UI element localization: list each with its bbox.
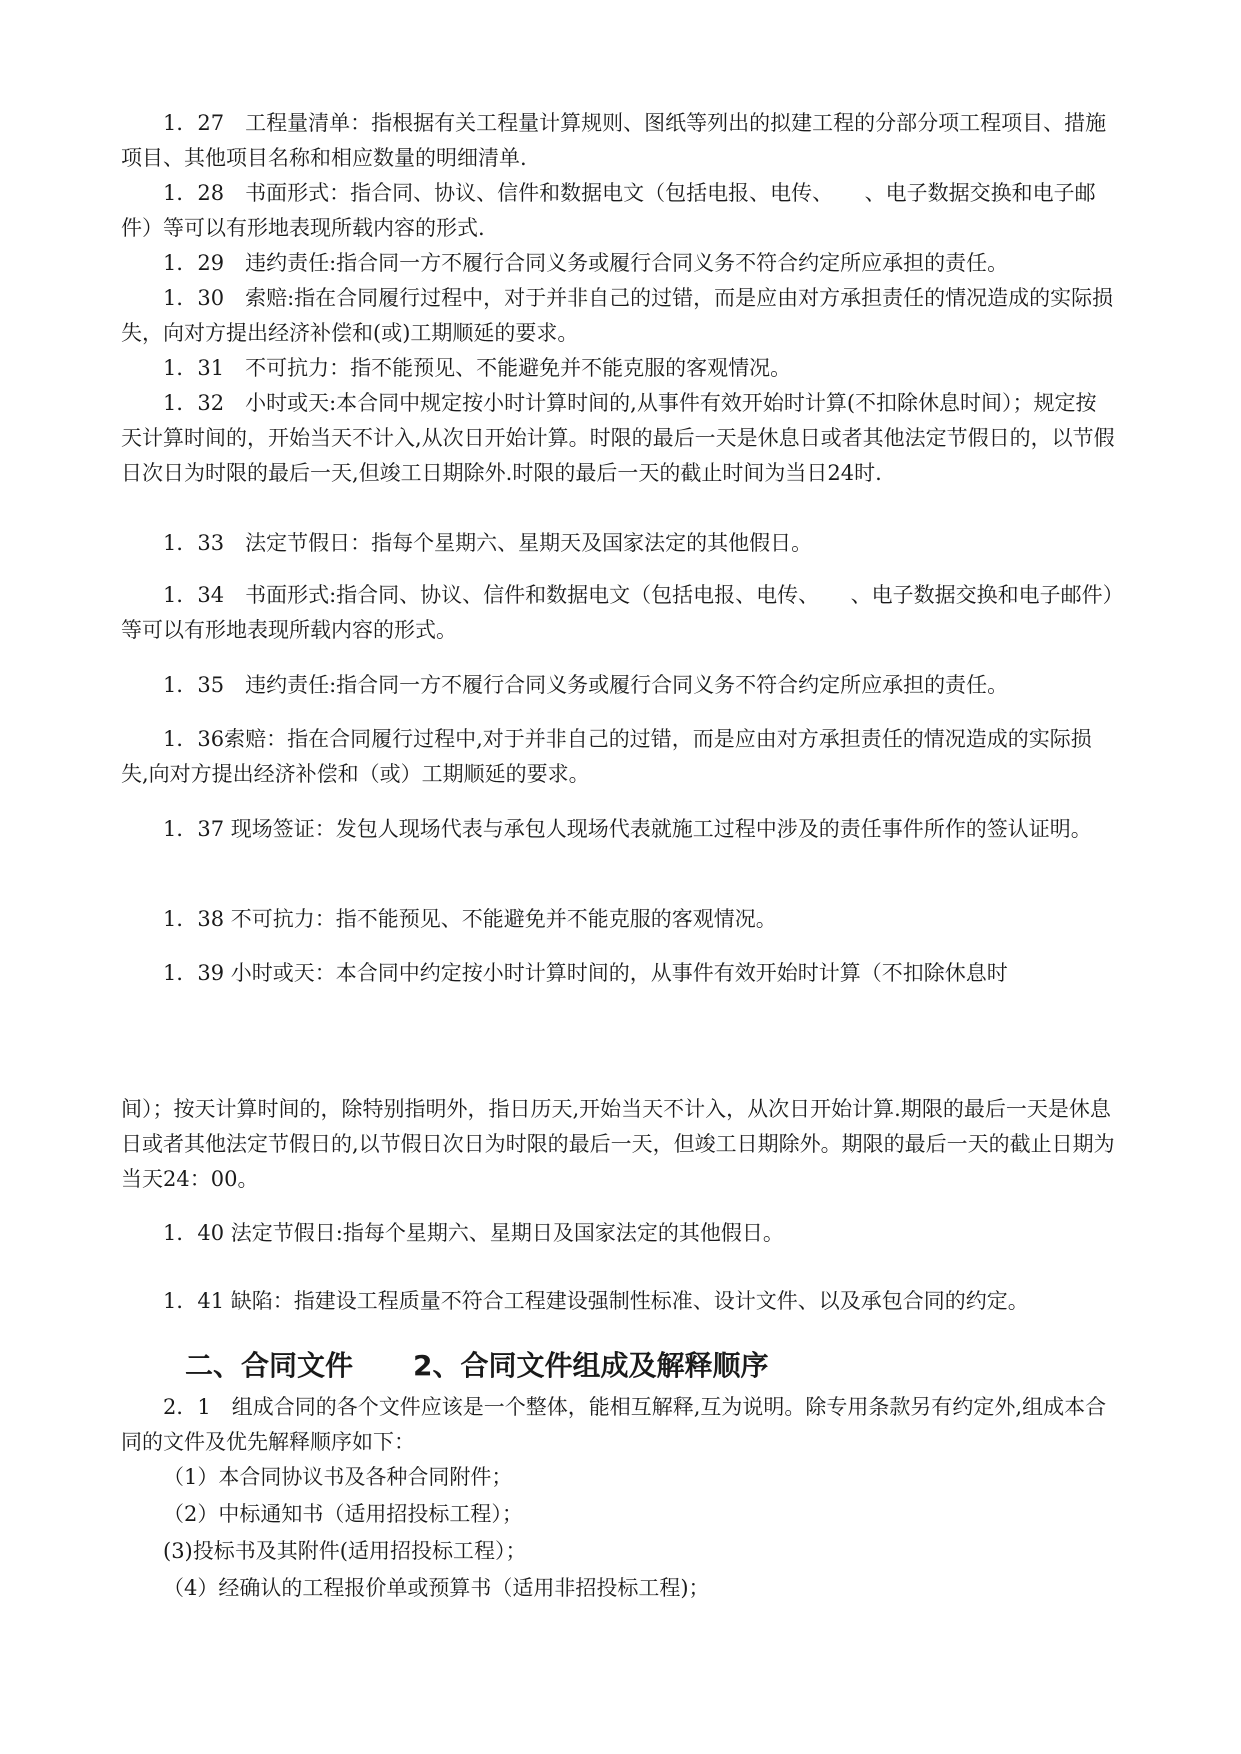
list-item: (3)投标书及其附件(适用招投标工程）； — [163, 1539, 527, 1563]
clause-2-1: 2．1 组成合同的各个文件应该是一个整体，能相互解释,互为说明。除专用条款另有约定外,组成本合同的文件及优先解释顺序如下： — [121, 1395, 1107, 1454]
section-heading-part2: 2、合同文件组成及解释顺序 — [413, 1349, 769, 1382]
section-heading-part1: 二、合同文件 — [185, 1349, 354, 1382]
clause-1-33: 1．33 法定节假日：指每个星期六、星期天及国家法定的其他假日。 — [163, 531, 813, 555]
list-item: （2）中标通知书（适用招投标工程）； — [163, 1502, 523, 1526]
clause-1-36: 1．36索赔：指在合同履行过程中,对于并非自己的过错，而是应由对方承担责任的情况造成的实际损失,向对方提出经济补偿和（或）工期顺延的要求。 — [121, 727, 1092, 786]
section-heading — [185, 1346, 769, 1386]
clause-1-41: 1．41 缺陷：指建设工程质量不符合工程建设强制性标准、设计文件、以及承包合同的约定。 — [163, 1289, 1029, 1313]
clause-1-39: 1．39 小时或天：本合同中约定按小时计算时间的，从事件有效开始时计算（不扣除休息时 — [163, 961, 1008, 985]
clause-1-31: 1．31 不可抗力：指不能预见、不能避免并不能克服的客观情况。 — [163, 356, 792, 380]
clause-1-39-continuation: 间）；按天计算时间的，除特别指明外，指日历天,开始当天不计入，从次日开始计算.期限的最后一天是休息日或者其他法定节假日的,以节假日次日为时限的最后一天，但竣工日期除外。期限的最后一天的截止日期为当天24：00。 — [121, 1097, 1115, 1191]
clause-1-29: 1．29 违约责任:指合同一方不履行合同义务或履行合同义务不符合约定所应承担的责任。 — [163, 251, 1009, 275]
clause-1-28: 1．28 书面形式：指合同、协议、信件和数据电文（包括电报、电传、 、电子数据交换和电子邮件）等可以有形地表现所载内容的形式. — [121, 181, 1096, 240]
clause-1-37: 1．37 现场签证：发包人现场代表与承包人现场代表就施工过程中涉及的责任事件所作的签认证明。 — [163, 817, 1092, 841]
clause-1-30: 1．30 索赔:指在合同履行过程中，对于并非自己的过错，而是应由对方承担责任的情况造成的实际损失，向对方提出经济补偿和(或)工期顺延的要求。 — [121, 286, 1114, 345]
clause-1-32: 1．32 小时或天:本合同中规定按小时计算时间的,从事件有效开始时计算(不扣除休息时间）；规定按天计算时间的，开始当天不计入,从次日开始计算。时限的最后一天是休息日或者其他法定节假日的，以节假日次日为时限的最后一天,但竣工日期除外.时限的最后一天的截止时间为当日24时. — [121, 391, 1115, 485]
clause-1-34: 1．34 书面形式:指合同、协议、信件和数据电文（包括电报、电传、 、电子数据交换和电子邮件）等可以有形地表现所载内容的形式。 — [121, 583, 1114, 642]
clause-1-27: 1．27 工程量清单：指根据有关工程量计算规则、图纸等列出的拟建工程的分部分项工程项目、措施项目、其他项目名称和相应数量的明细清单. — [121, 111, 1107, 170]
list-item: （1）本合同协议书及各种合同附件； — [163, 1465, 513, 1489]
clause-1-35: 1．35 违约责任:指合同一方不履行合同义务或履行合同义务不符合约定所应承担的责任。 — [163, 673, 1009, 697]
clause-1-38: 1．38 不可抗力：指不能预见、不能避免并不能克服的客观情况。 — [163, 907, 777, 931]
list-item: （4）经确认的工程报价单或预算书（适用非招投标工程)； — [163, 1576, 710, 1600]
clause-1-40: 1．40 法定节假日:指每个星期六、星期日及国家法定的其他假日。 — [163, 1221, 784, 1245]
